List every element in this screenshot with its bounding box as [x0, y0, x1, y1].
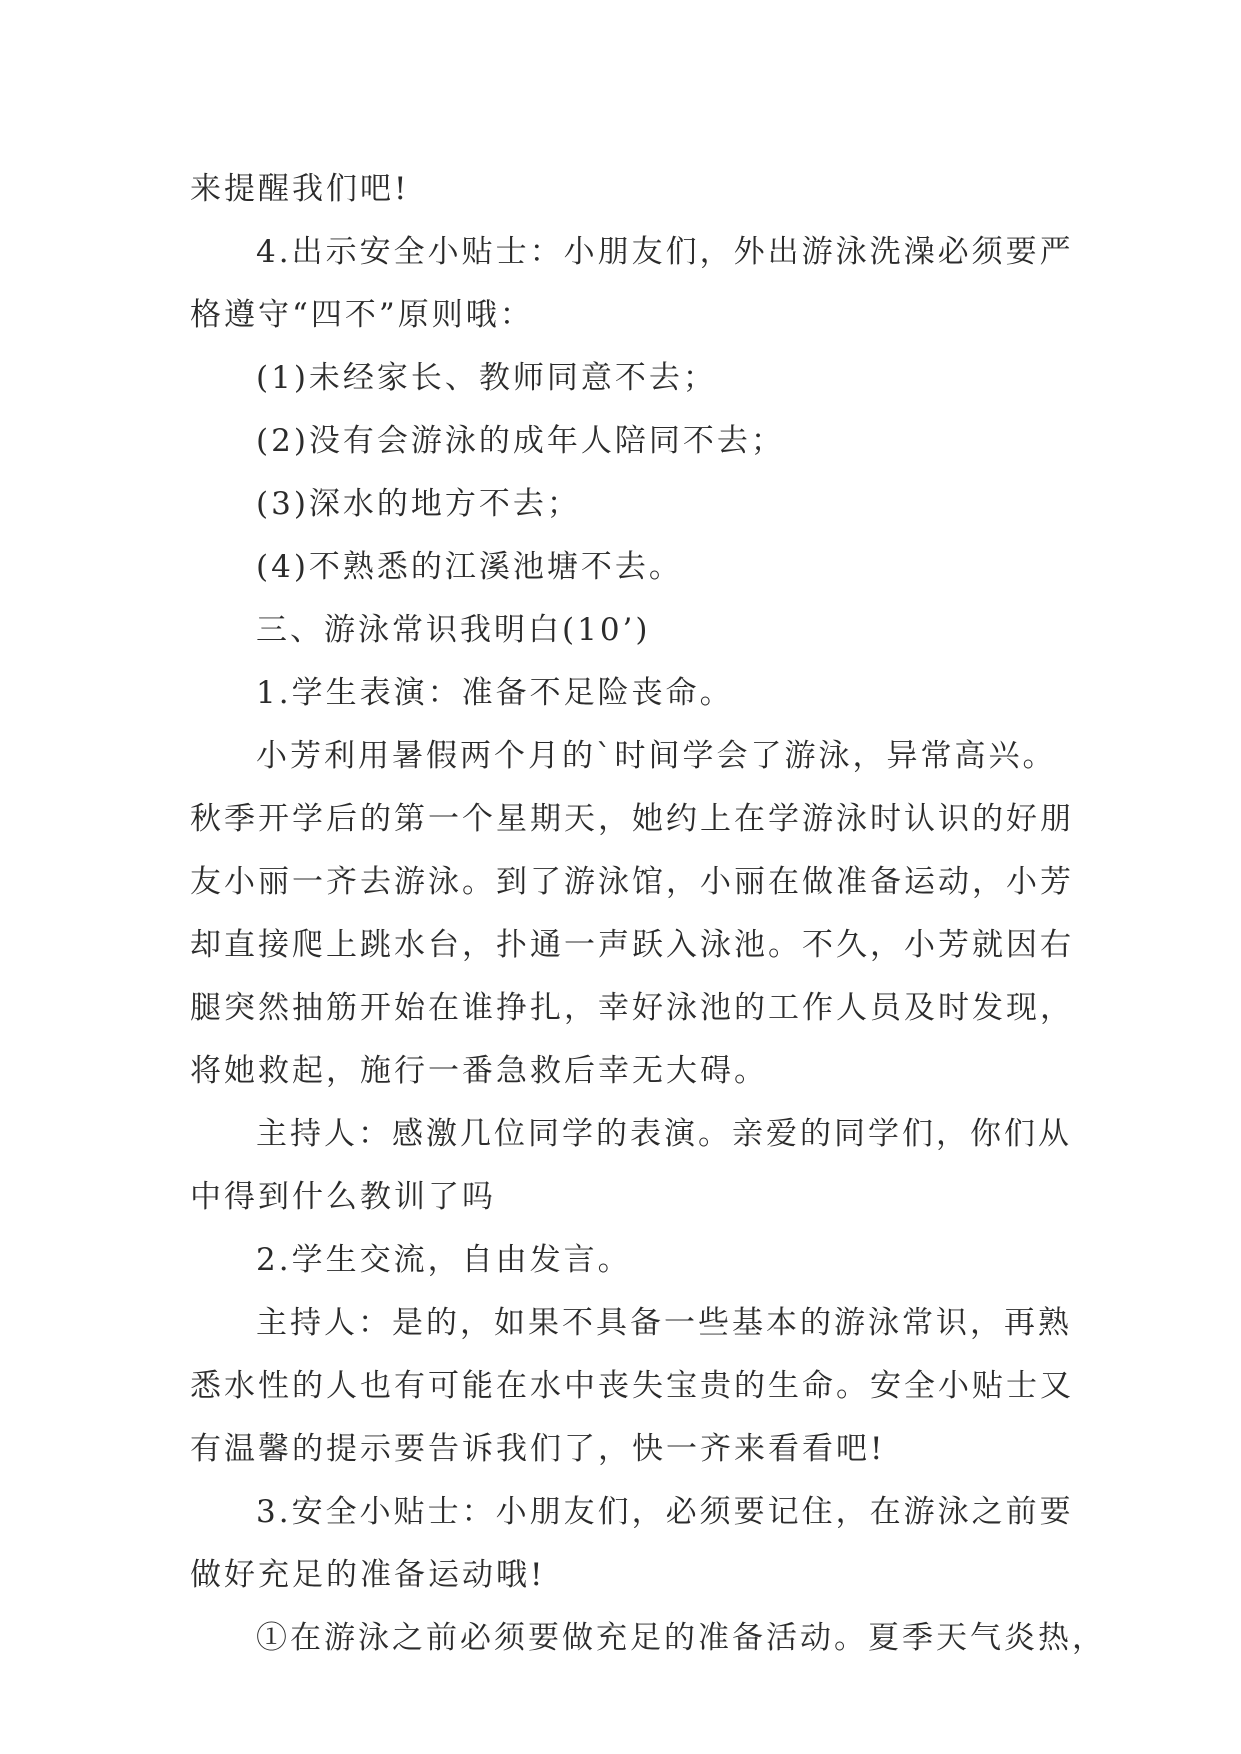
text-line: 腿突然抽筋开始在谁挣扎，幸好泳池的工作人员及时发现， — [190, 990, 1074, 1026]
text-line: 悉水性的人也有可能在水中丧失宝贵的生命。安全小贴士又 — [190, 1368, 1074, 1404]
text-line: 秋季开学后的第一个星期天，她约上在学游泳时认识的好朋 — [190, 801, 1074, 837]
text-line: 3.安全小贴士：小朋友们，必须要记住，在游泳之前要 — [256, 1494, 1074, 1530]
text-line: ①在游泳之前必须要做充足的准备活动。夏季天气炎热， — [256, 1620, 1106, 1656]
text-line: 中得到什么教训了吗 — [190, 1179, 496, 1215]
text-line: 4.出示安全小贴士：小朋友们，外出游泳洗澡必须要严 — [256, 234, 1074, 270]
text-line: 格遵守“四不”原则哦： — [190, 297, 534, 333]
text-line: 做好充足的准备运动哦! — [190, 1557, 546, 1593]
text-line: (1)未经家长、教师同意不去； — [256, 360, 717, 396]
text-line: 来提醒我们吧! — [190, 171, 410, 207]
text-line: 1.学生表演：准备不足险丧命。 — [256, 675, 734, 711]
text-line: (4)不熟悉的江溪池塘不去。 — [256, 549, 683, 585]
text-line: (2)没有会游泳的成年人陪同不去； — [256, 423, 785, 459]
text-line: 友小丽一齐去游泳。到了游泳馆，小丽在做准备运动，小芳 — [190, 864, 1074, 900]
text-line: 主持人：是的，如果不具备一些基本的游泳常识，再熟 — [256, 1305, 1072, 1341]
text-line: 却直接爬上跳水台，扑通一声跃入泳池。不久，小芳就因右 — [190, 927, 1074, 963]
section-heading: 三、游泳常识我明白(10’) — [256, 612, 651, 648]
text-line: 有温馨的提示要告诉我们了，快一齐来看看吧! — [190, 1431, 886, 1467]
text-line: 小芳利用暑假两个月的`时间学会了游泳，异常高兴。 — [256, 738, 1057, 774]
text-line: 将她救起，施行一番急救后幸无大碍。 — [190, 1053, 768, 1089]
text-line: (3)深水的地方不去； — [256, 486, 581, 522]
text-line: 2.学生交流，自由发言。 — [256, 1242, 632, 1278]
text-line: 主持人：感激几位同学的表演。亲爱的同学们，你们从 — [256, 1116, 1072, 1152]
document-body — [190, 158, 1106, 1670]
